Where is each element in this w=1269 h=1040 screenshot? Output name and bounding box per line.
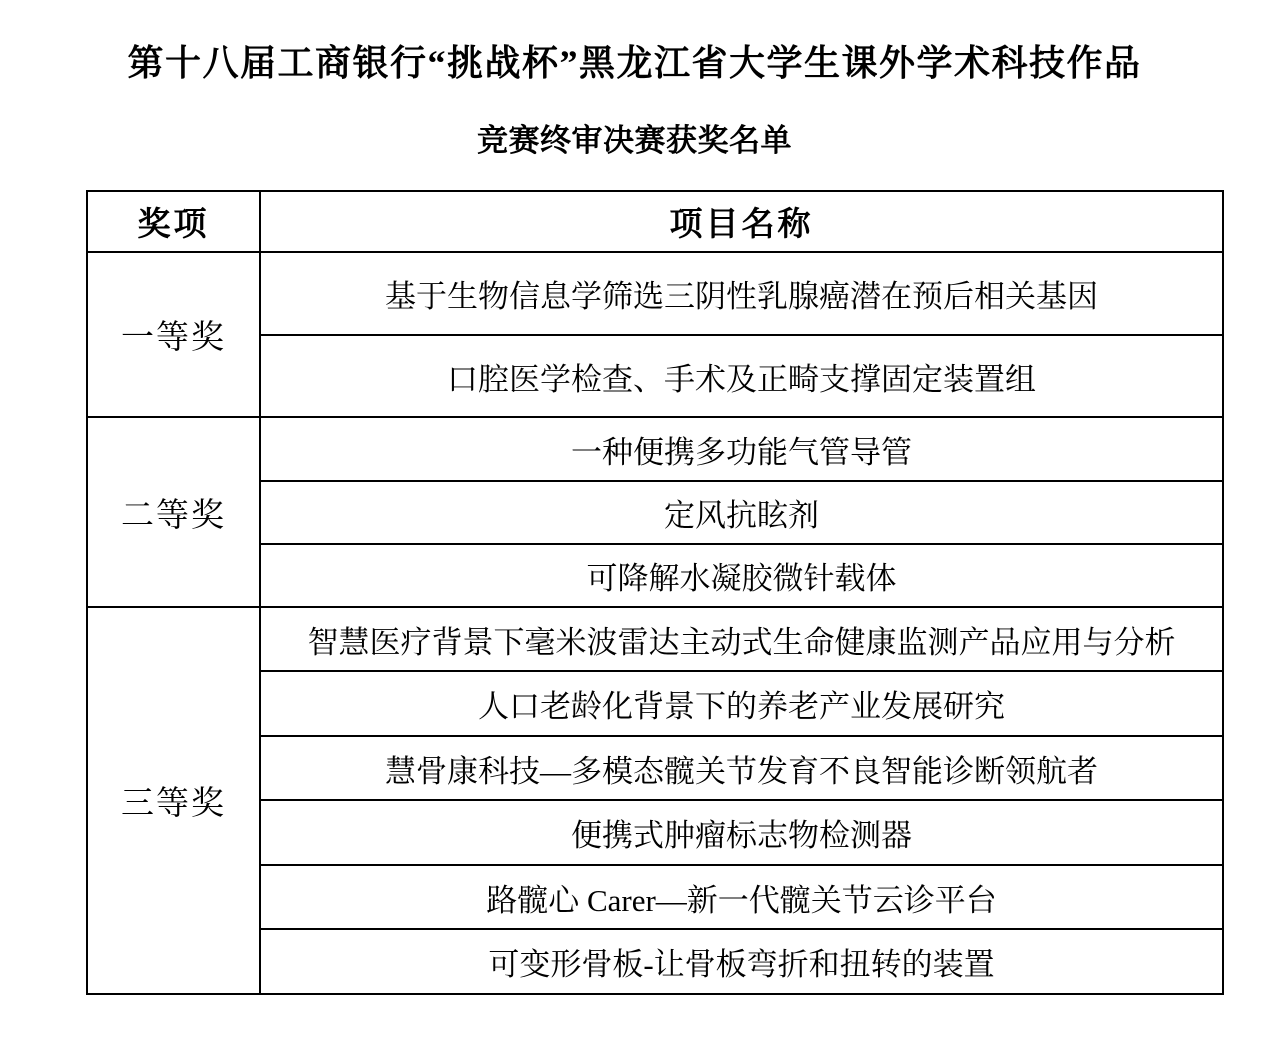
project-cell: 可降解水凝胶微针载体 [260,544,1223,607]
project-cell: 口腔医学检查、手术及正畸支撑固定装置组 [260,335,1223,417]
table-row [87,417,1223,481]
project-cell: 一种便携多功能气管导管 [260,417,1223,481]
award-cell-second-prize: 二等奖 [87,417,260,607]
column-header-project: 项目名称 [260,191,1223,252]
project-cell: 慧骨康科技—多模态髋关节发育不良智能诊断领航者 [260,736,1223,800]
column-header-award: 奖项 [87,191,260,252]
award-cell-third-prize: 三等奖 [87,607,260,994]
table-row [87,252,1223,335]
project-cell: 智慧医疗背景下毫米波雷达主动式生命健康监测产品应用与分析 [260,607,1223,671]
project-cell: 基于生物信息学筛选三阴性乳腺癌潜在预后相关基因 [260,252,1223,335]
awards-table [86,190,1224,995]
project-cell: 路髋心 Carer—新一代髋关节云诊平台 [260,865,1223,929]
project-cell: 可变形骨板-让骨板弯折和扭转的装置 [260,929,1223,994]
document-title-line2: 竞赛终审决赛获奖名单 [477,123,792,158]
project-cell: 便携式肿瘤标志物检测器 [260,800,1223,865]
project-cell: 人口老龄化背景下的养老产业发展研究 [260,671,1223,736]
table-row [87,607,1223,671]
table-header-row [87,191,1223,252]
award-cell-first-prize: 一等奖 [87,252,260,417]
project-cell: 定风抗眩剂 [260,481,1223,544]
document-title-line1: 第十八届工商银行“挑战杯”黑龙江省大学生课外学术科技作品 [127,43,1142,83]
